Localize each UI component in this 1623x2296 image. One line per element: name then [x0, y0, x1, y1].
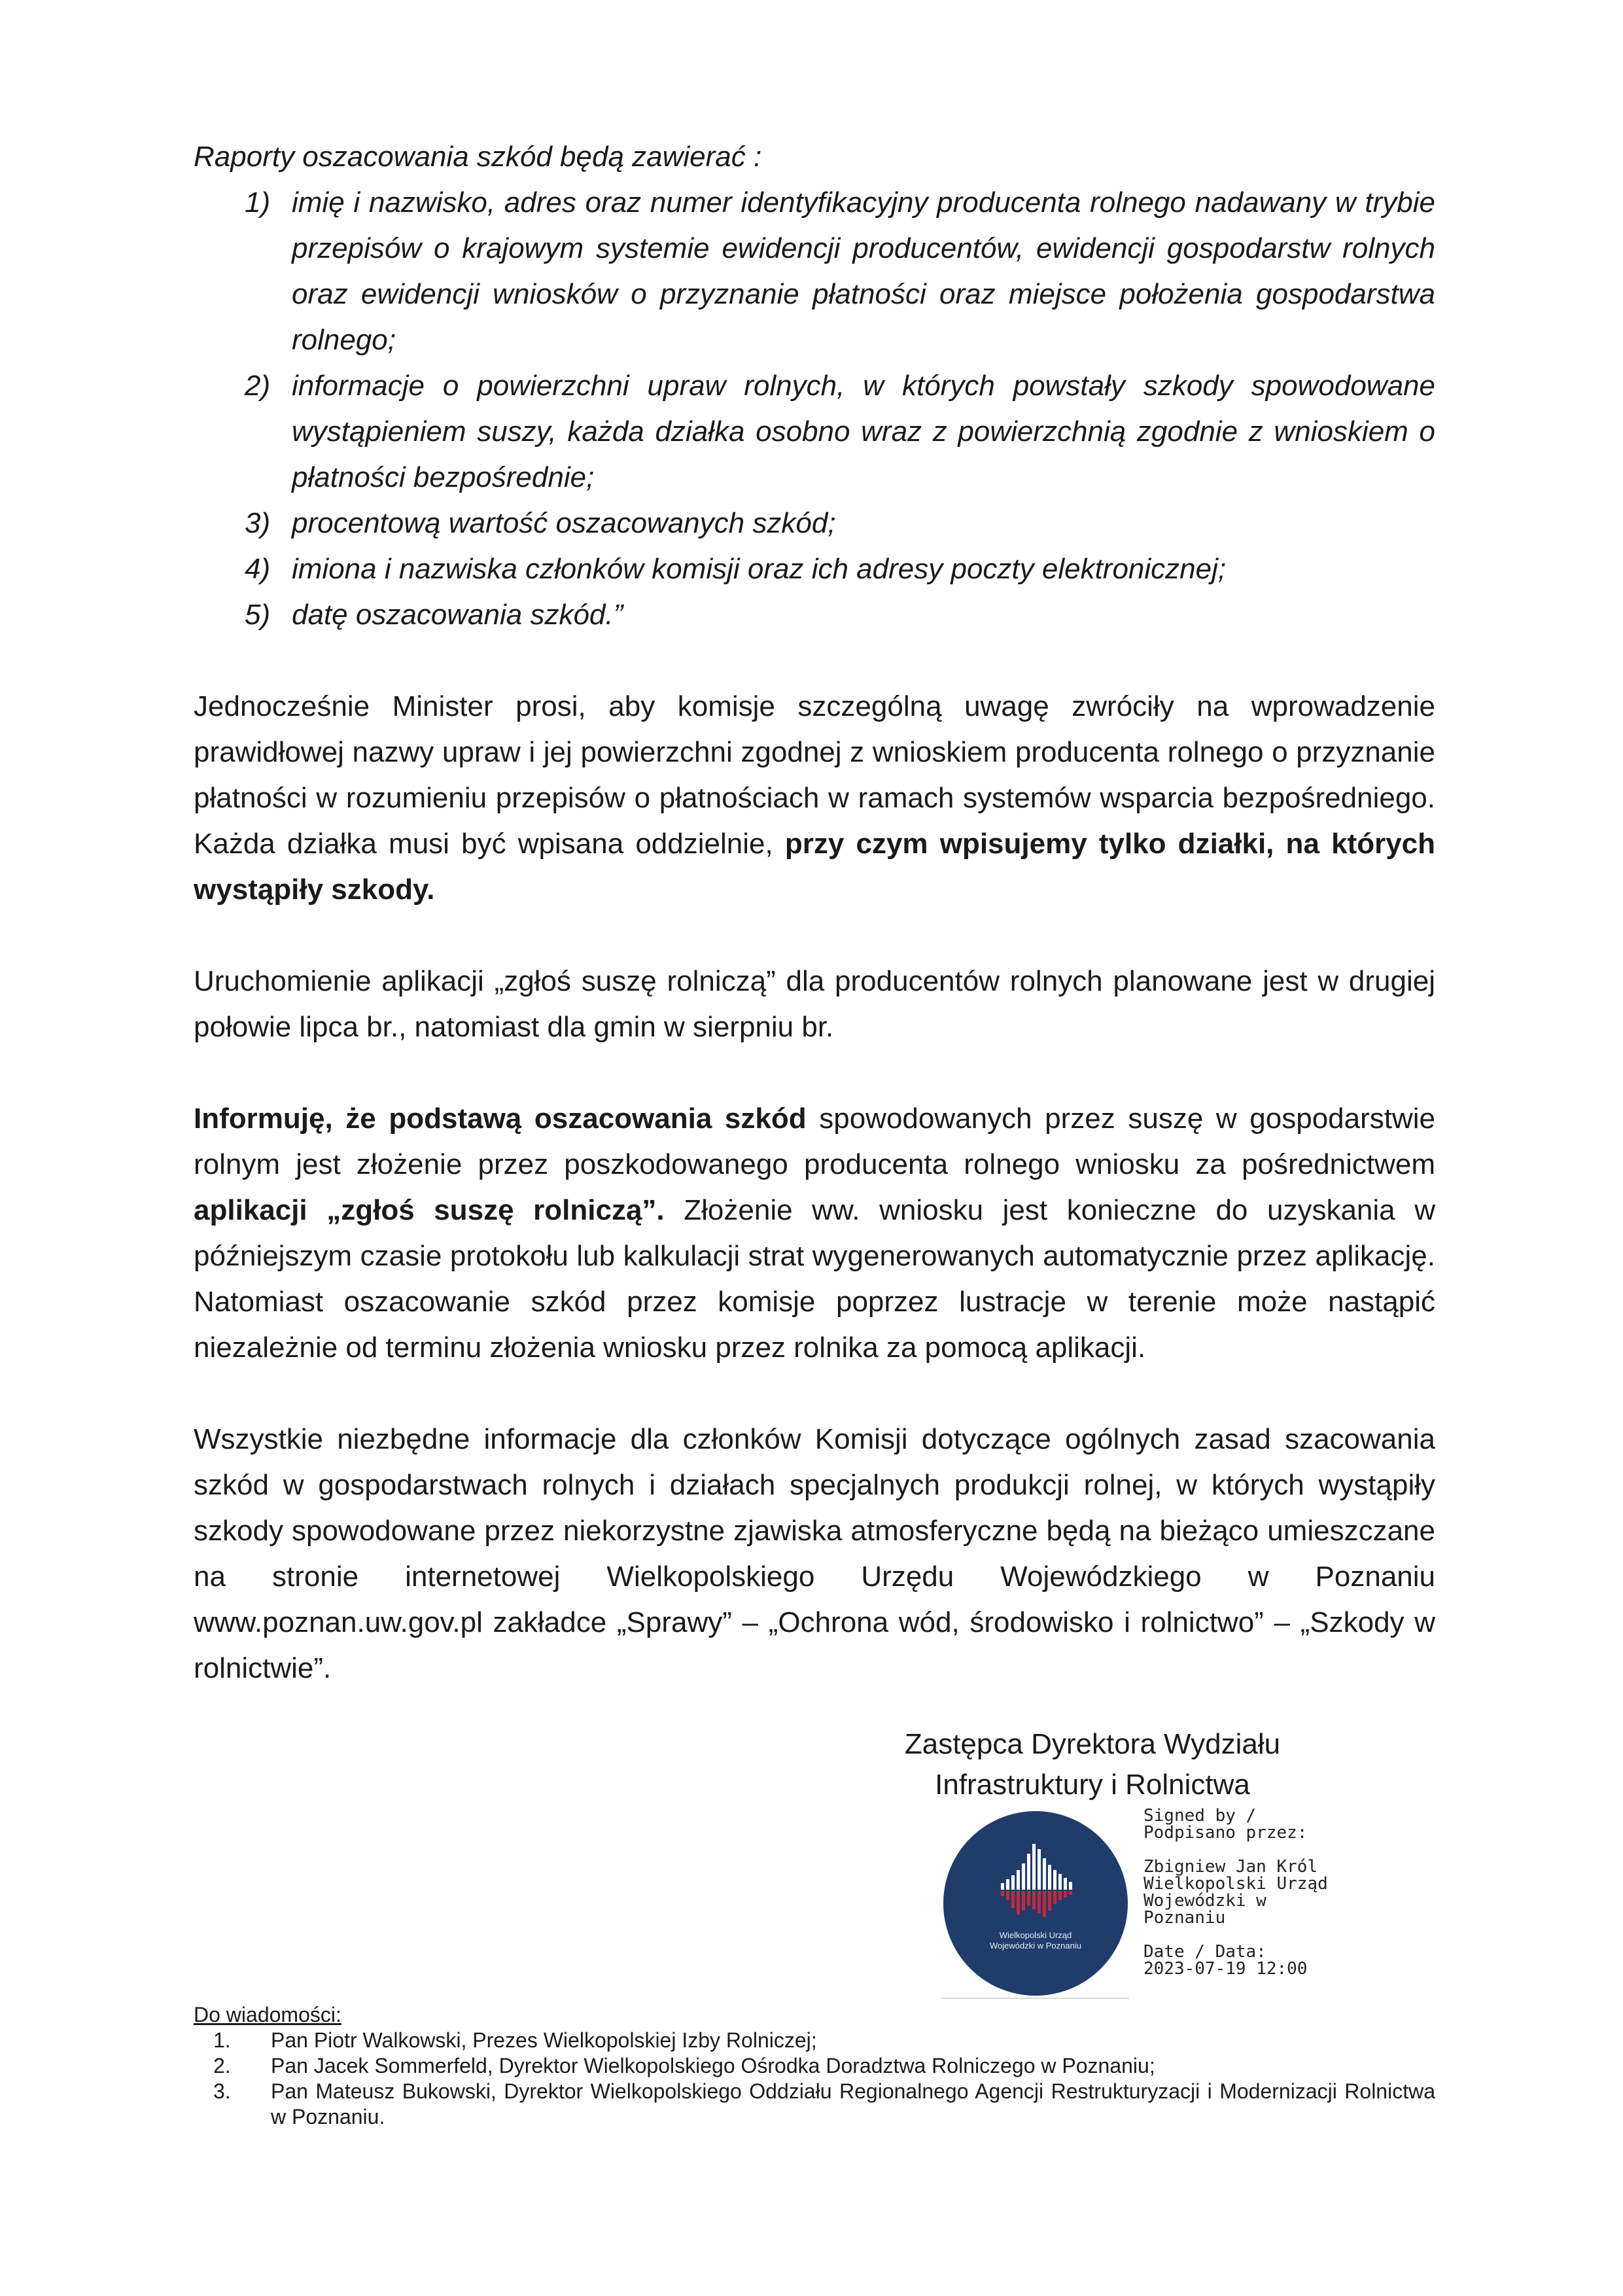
- list-item: [194, 2079, 1435, 2130]
- list-number: 1): [245, 186, 271, 219]
- seal-bar-red: [1064, 1891, 1067, 1898]
- date-value: 2023-07-19 12:00: [1143, 1959, 1308, 1979]
- requirements-list: [194, 180, 1435, 638]
- list-item: [194, 2028, 1435, 2053]
- signature-divider: [942, 1998, 1129, 1999]
- signer-organization: Wojewódzki w: [1143, 1891, 1266, 1911]
- paragraph-assessment-basis: [194, 1096, 1435, 1371]
- list-item: [194, 180, 1435, 363]
- list-text: informacje o powierzchni upraw rolnych, w których powstały szkody spowodowane wystąpieniem suszy, każda działka osobno wraz z powierzchnią zgodnie z wnioskiem o płatności bezpośrednie;: [292, 370, 1435, 493]
- list-text: imiona i nazwiska członków komisji oraz ich adresy poczty elektronicznej;: [292, 553, 1227, 585]
- seal-bar-red: [1027, 1891, 1030, 1905]
- list-text: Pan Piotr Walkowski, Prezes Wielkopolskiej Izby Rolniczej;: [271, 2028, 817, 2052]
- requirements-intro: Raporty oszacowania szkód będą zawierać :: [194, 141, 762, 173]
- seal-caption-line: Wielkopolski Urząd: [999, 1930, 1072, 1940]
- signer-title-line: Infrastruktury i Rolnictwa: [935, 1769, 1250, 1801]
- paragraph-minister-request: [194, 684, 1435, 913]
- seal-bars-graphic: [943, 1811, 1128, 1996]
- list-number: 4): [245, 553, 271, 585]
- letter-body: [194, 134, 1435, 1691]
- seal-bar-red: [1043, 1891, 1046, 1917]
- list-item: [194, 501, 1435, 546]
- seal-bar-red: [1017, 1891, 1020, 1915]
- spacer: [1143, 1841, 1379, 1858]
- seal-bar-red: [1038, 1891, 1041, 1913]
- seal-bar-white: [1048, 1865, 1051, 1890]
- list-text: Pan Jacek Sommerfeld, Dyrektor Wielkopolskiego Ośrodka Doradztwa Rolniczego w Poznaniu;: [271, 2054, 1155, 2077]
- distribution-list: [194, 2002, 1435, 2130]
- list-text: imię i nazwisko, adres oraz numer identyfikacyjny producenta rolnego nadawany w trybie przepisów o krajowym systemie ewidencji producentów, ewidencji gospodarstw rolnych oraz ewidencji wniosków o przyznanie płatności oraz miejsce położenia gospodarstwa rolnego;: [292, 186, 1435, 356]
- seal-bar-white: [1001, 1883, 1004, 1890]
- distribution-title: Do wiadomości:: [194, 2003, 341, 2026]
- signer-name: Zbigniew Jan Król: [1143, 1857, 1318, 1877]
- seal-bar-red: [1032, 1891, 1036, 1909]
- paragraph-text: Jednocześnie Minister prosi, aby komisje szczególną uwagę zwróciły na wprowadzenie prawidłowej nazwy upraw i jej powierzchni zgodnej z wnioskiem producenta rolnego o przyznanie płatności w rozumieniu przepisów o płatnościach w ramach systemów wsparcia bezpośredniego. Każda działka musi być wpisana oddzielnie,: [194, 690, 1435, 860]
- signed-by-label: Signed by /: [1143, 1806, 1257, 1826]
- paragraph-information: Wszystkie niezbędne informacje dla członków Komisji dotyczące ogólnych zasad szacowania szkód w gospodarstwach rolnych i działach specjalnych produkcji rolnej, w których wystąpiły szkody spowodowane przez niekorzystne zjawiska atmosferyczne będą na bieżąco umieszczane na stronie internetowej Wielkopolskiego Urzędu Wojewódzkiego w Poznaniu www.poznan.uw.gov.pl zakładce „Sprawy” – „Ochrona wód, środowisko i rolnictwo” – „Szkody w rolnictwie”.: [194, 1423, 1435, 1684]
- seal-bar-white: [1064, 1878, 1067, 1890]
- signer-organization: Wielkopolski Urząd: [1143, 1874, 1328, 1894]
- list-item: [194, 592, 1435, 638]
- seal-bar-white: [1022, 1863, 1025, 1890]
- list-number: 1.: [213, 2028, 231, 2052]
- seal-bar-white: [1011, 1875, 1015, 1890]
- seal-bar-white: [1038, 1849, 1041, 1890]
- list-number: 5): [245, 599, 271, 631]
- seal-bar-white: [1043, 1858, 1046, 1890]
- digital-signature-info: [1143, 1807, 1379, 1977]
- paragraph-emphasis: Informuję, że podstawą oszacowania szkód: [194, 1103, 807, 1135]
- seal-bar-red: [1006, 1891, 1009, 1900]
- seal-bar-red: [1001, 1891, 1004, 1896]
- seal-bar-white: [1058, 1874, 1062, 1890]
- distribution-items: [194, 2028, 1435, 2130]
- paragraph-emphasis: aplikacji „zgłoś suszę rolniczą”.: [194, 1194, 665, 1226]
- paragraph-app-launch: Uruchomienie aplikacji „zgłoś suszę rolniczą” dla producentów rolnych planowane jest w drugiej połowie lipca br., natomiast dla gmin w sierpniu br.: [194, 965, 1435, 1043]
- seal-bar-red: [1069, 1891, 1072, 1895]
- list-text: procentową wartość oszacowanych szkód;: [292, 507, 836, 539]
- office-seal-logo: [943, 1811, 1128, 1996]
- signer-title: [844, 1724, 1341, 1805]
- list-text: Pan Mateusz Bukowski, Dyrektor Wielkopolskiego Oddziału Regionalnego Agencji Restrukturyzacji i Modernizacji Rolnictwa w Poznaniu.: [271, 2079, 1435, 2128]
- seal-bar-white: [1053, 1870, 1056, 1890]
- list-number: 3): [245, 507, 271, 539]
- list-item: [194, 363, 1435, 501]
- seal-bar-white: [1069, 1882, 1072, 1890]
- seal-bar-white: [1017, 1870, 1020, 1890]
- seal-caption-line: Wojewódzki w Poznaniu: [990, 1941, 1081, 1951]
- seal-bar-red: [1011, 1891, 1015, 1908]
- seal-bar-red: [1048, 1891, 1051, 1911]
- seal-bar-white: [1032, 1844, 1036, 1890]
- spacer: [1143, 1926, 1379, 1943]
- list-number: 2): [245, 370, 271, 402]
- date-label: Date / Data:: [1143, 1942, 1266, 1962]
- signer-title-line: Zastępca Dyrektora Wydziału: [904, 1728, 1281, 1760]
- seal-caption: [943, 1930, 1128, 1951]
- seal-bar-red: [1058, 1891, 1062, 1900]
- seal-bar-white: [1027, 1854, 1030, 1890]
- paragraph-emphasis: przy czym wpisujemy tylko działki, na których wystąpiły szkody.: [194, 828, 1436, 906]
- seal-bar-red: [1053, 1891, 1056, 1904]
- list-text: datę oszacowania szkód.”: [292, 599, 623, 631]
- signed-by-label: Podpisano przez:: [1143, 1823, 1308, 1843]
- seal-bar-red: [1022, 1891, 1025, 1911]
- paragraph-text: spowodowanych przez suszę w gospodarstwie rolnym jest złożenie przez poszkodowanego producenta rolnego wniosku za pośrednictwem: [194, 1103, 1435, 1180]
- list-number: 3.: [213, 2079, 231, 2103]
- list-number: 2.: [213, 2054, 231, 2077]
- signer-organization: Poznaniu: [1143, 1908, 1226, 1928]
- paragraph-text: Złożenie ww. wniosku jest konieczne do uzyskania w późniejszym czasie protokołu lub kalkulacji strat wygenerowanych automatycznie przez aplikację. Natomiast oszacowanie szkód przez komisje poprzez lustracje w terenie może nastąpić niezależnie od terminu złożenia wniosku przez rolnika za pomocą aplikacji.: [194, 1194, 1435, 1364]
- seal-bar-white: [1006, 1879, 1009, 1890]
- list-item: [194, 546, 1435, 592]
- list-item: [194, 2053, 1435, 2079]
